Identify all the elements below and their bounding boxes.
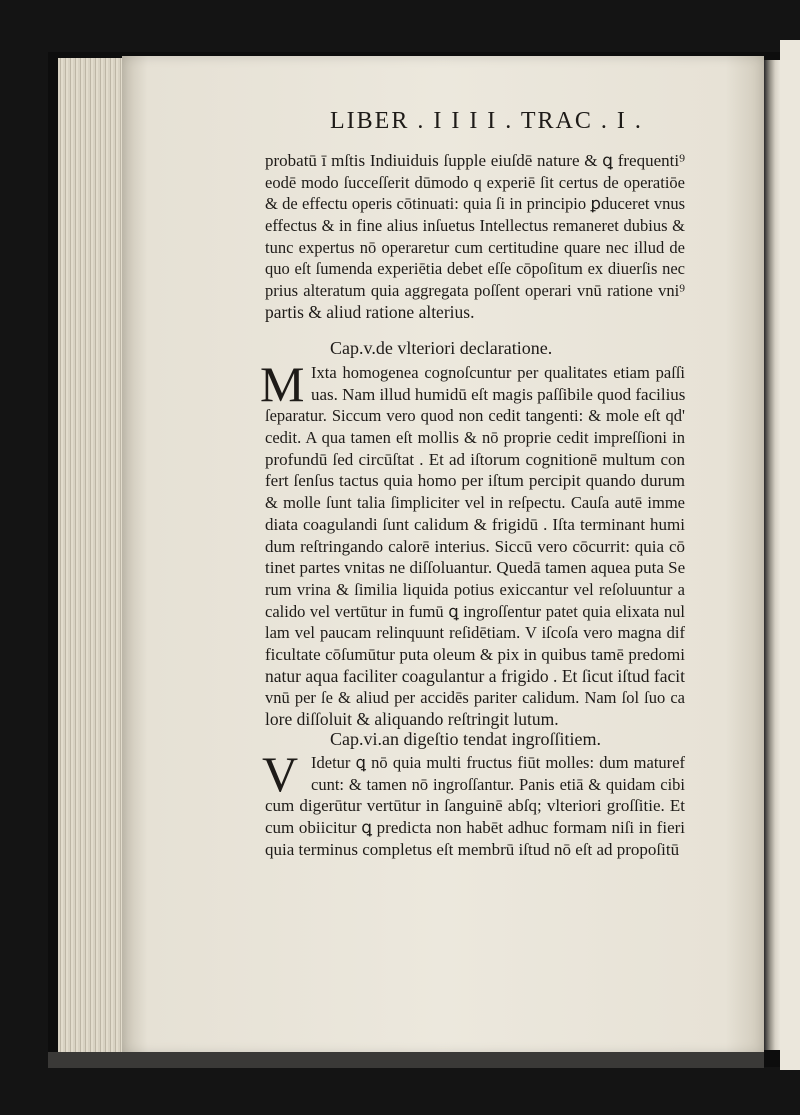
text-line: fert ſenſus tactus quia homo per iſtum percipit quando durum	[265, 471, 685, 491]
text-line: & de effectu operis cōtinuati: quia ſi in principio ꝑduceret vnus	[265, 194, 685, 214]
text-line: cum obiicitur ꝗ predicta non habēt adhuc formam niſi in fieri	[265, 818, 685, 838]
text-line: ſeparatur. Siccum vero quod non cedit tangenti: & mole eſt qd'	[265, 406, 685, 426]
text-line: cedit. A qua tamen eſt mollis & nō proprie cedit impreſſioni in	[265, 428, 685, 448]
text-line: calido vel vertūtur in fumū ꝗ ingroſſentur patet quia elixata nul	[265, 601, 685, 621]
text-line: dum reſtringando calorē interius. Siccū vero cōcurrit: quia cō	[265, 536, 685, 556]
paragraph-intro	[265, 150, 685, 324]
facing-page-edge	[780, 40, 800, 1070]
text-line: quo eſt ſumenda experiētia debet eſſe cōpoſitum ex diuerſis nec	[265, 259, 685, 279]
text-line: & molle ſunt talia ſimpliciter vel in reſpectu. Cauſa autē imme	[265, 493, 685, 513]
text-line: cunt: & tamen nō ingroſſantur. Panis etiā & quidam cibi	[311, 774, 685, 794]
text-line: tinet partes vnitas ne diſſoluantur. Quedā tamen aquea puta Se	[265, 558, 686, 578]
text-line: diata coagulandi ſunt calidum & frigidū . Iſta terminant humi	[265, 514, 685, 534]
text-line: prius alteratum quia aggregata poſſent operari vnū ratione vni⁹	[265, 281, 685, 301]
chapter-6-title: Cap.vi.an digeſtio tendat ingroſſitiem.	[330, 729, 601, 749]
text-line: Ixta homogenea cognoſcuntur per qualitates etiam paſſi	[311, 363, 685, 382]
text-line: quia terminus completus eſt membrū iſtud nō eſt ad propoſitū	[265, 839, 680, 859]
text-line: partis & aliud ratione alterius.	[265, 301, 475, 322]
text-line: vnū per ſe & aliud per accidēs pariter calidum. Nam ſol ſuo ca	[265, 688, 685, 708]
running-head: LIBER . I I I I . TRAC . I .	[330, 108, 643, 134]
text-line: lam vel paucam relinquunt reſidētiam. V iſcoſa vero magna dif	[265, 623, 685, 643]
text-line: ficultate cōſumūtur puta oleum & pix in quibus tamē predomi	[265, 644, 685, 664]
text-line: eodē modo ſucceſſerit dūmodo q experiē ſit certus de operatiōe	[265, 172, 685, 192]
text-line: Idetur ꝗ nō quia multi fructus fiūt molles: dum maturef	[311, 753, 685, 772]
text-line: effectus & in fine alius inſuetus Intellectus remaneret dubius &	[265, 216, 685, 236]
chapter-6-initial: V	[262, 746, 299, 802]
chapter-6-text	[265, 752, 685, 860]
text-line: tunc expertus nō operaretur cum certitudine quare nec illud de	[265, 237, 685, 257]
text-line: lore diſſoluit & aliquando reſtringit lutum.	[265, 709, 559, 729]
book-bottom-edge	[48, 1052, 764, 1068]
chapter-5-text	[265, 362, 685, 731]
page-edges-left	[58, 58, 130, 1058]
text-line: natur aqua faciliter coagulantur a frigido . Et ſicut iſtud facit	[265, 665, 685, 686]
text-line: rum vrina & ſimilia liquida potius exiccantur vel reſoluuntur a	[265, 579, 685, 599]
text-line: probatū ī mſtis Indiuiduis ſupple eiuſdē nature & ꝗ frequenti⁹	[265, 151, 685, 170]
text-line: cum digerūtur vertūtur in ſanguinē abſq; vlteriori groſſitie. Et	[265, 796, 685, 816]
page-gutter-right	[764, 60, 780, 1050]
text-line: uas. Nam illud humidū eſt magis paſſibile quod facilius	[311, 384, 686, 404]
chapter-5-initial: M	[260, 356, 305, 412]
text-line: profundū ſed circūſtat . Et ad iſtorum cognitionē multum con	[265, 449, 685, 469]
chapter-5-title: Cap.v.de vlteriori declaratione.	[330, 338, 553, 358]
